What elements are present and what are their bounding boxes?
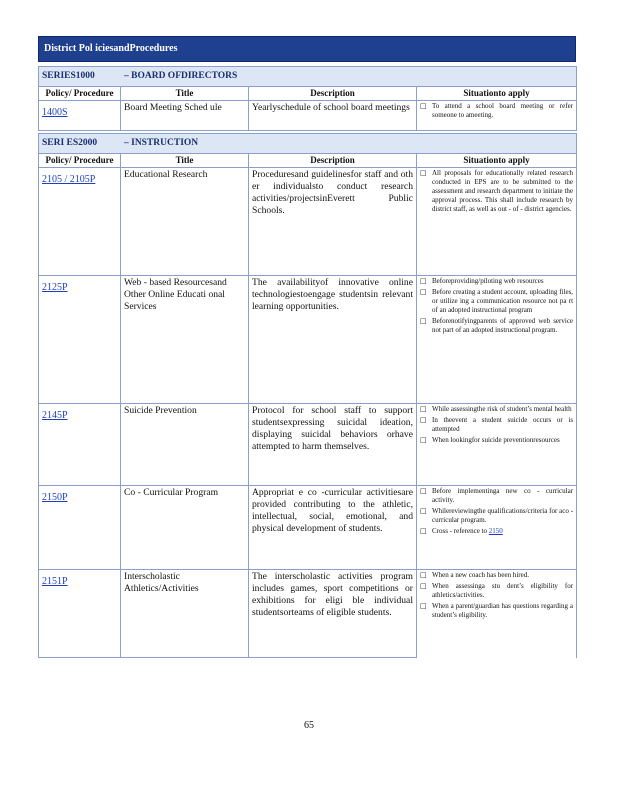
list-item: □ Before implementinga new co - curricular activity. (420, 487, 574, 504)
row-description: Proceduresand guidelinesfor staff and oth er individualsto conduct research activities/projectsinEverett Public Schools. (249, 168, 417, 276)
column-header-policy: Policy/ Procedure (39, 87, 121, 101)
list-item: □ All proposals for educationally related research conducted in EPS are to be submitted to the assessment and research department to initiate the approval process. This shall include research by district staff, as well as out - of - district agencies. (420, 169, 574, 213)
policy-link-2150P[interactable]: 2150P (42, 492, 68, 503)
list-item: □ Before creating a student account, uploading files, or utilize ing a communication resource not pa rt of an adopted instructional program (420, 288, 574, 314)
row-situations (417, 486, 577, 570)
bullet-icon: □ (420, 571, 427, 579)
table-row (39, 570, 577, 658)
section-1000-table (38, 66, 577, 131)
bullet-icon: □ (420, 582, 427, 590)
table-row (39, 486, 577, 570)
table-row (39, 276, 577, 404)
column-header-title: Title (121, 154, 249, 168)
bullet-icon: □ (420, 288, 427, 296)
bullet-icon: □ (420, 416, 427, 424)
row-title: Web - based Resourcesand Other Online Educati onal Services (121, 276, 249, 404)
row-title: Suicide Prevention (121, 404, 249, 486)
bullet-icon: □ (420, 169, 427, 177)
column-header-row (39, 154, 577, 168)
list-item: □ Whilereviewingthe qualifications/criteria for aco - curricular program. (420, 507, 574, 524)
cross-reference-link-2150[interactable]: 2150 (488, 527, 503, 535)
list-item: □ When lookingfor suicide preventionresources (420, 436, 560, 444)
section-header (39, 134, 577, 154)
column-header-title: Title (121, 87, 249, 101)
row-description: Yearlyschedule of school board meetings (249, 101, 417, 131)
row-description: The interscholastic activities program includes games, sport competitions or exhibitions for eligi ble individual studentsorteams of eligible students. (249, 570, 417, 658)
row-title: Board Meeting Sched ule (121, 101, 249, 131)
list-item: □ In theevent a student suicide occurs or is attempted (420, 416, 574, 433)
section-name: – INSTRUCTION (124, 138, 199, 148)
table-row (39, 101, 577, 131)
bullet-icon: □ (420, 527, 427, 535)
bullet-icon: □ (420, 317, 427, 325)
list-item: □ When assessinga stu dent’s eligibility for athletics/activities. (420, 582, 574, 599)
section-2000-table (38, 133, 577, 658)
section-code: SERIES1000 (42, 71, 95, 81)
column-header-situation: Situationto apply (417, 154, 577, 168)
cross-reference-text: Cross - reference to (432, 527, 489, 535)
column-header-description: Description (249, 154, 417, 168)
bullet-icon: □ (420, 487, 427, 495)
document-banner: District Pol iciesandProcedures (38, 36, 576, 62)
policy-link-1400S[interactable]: 1400S (42, 107, 68, 118)
list-item: □ When a new coach has been hired. (420, 571, 529, 579)
policy-document (38, 36, 576, 658)
bullet-icon: □ (420, 277, 427, 285)
column-header-policy: Policy/ Procedure (39, 154, 121, 168)
list-item: □ Beforeproviding/piloting web resources (420, 277, 544, 285)
bullet-icon: □ (420, 436, 427, 444)
list-item (420, 527, 573, 536)
section-name: – BOARD OFDIRECTORS (124, 71, 238, 81)
page-number: 65 (304, 720, 314, 731)
policy-link-2151P[interactable]: 2151P (42, 576, 68, 587)
bullet-icon: □ (420, 102, 427, 110)
column-header-row (39, 87, 577, 101)
table-row (39, 404, 577, 486)
row-description: The availabilityof innovative online technologiestoengage studentsin relevant learning opportunities. (249, 276, 417, 404)
column-header-situation: Situationto apply (417, 87, 577, 101)
section-header (39, 67, 577, 87)
bullet-icon: □ (420, 602, 427, 610)
list-item: □ Beforenotifyingparents of approved web service not part of an adopted instructional program. (420, 317, 574, 334)
row-situations (417, 276, 577, 404)
row-situations (417, 168, 577, 276)
bullet-icon: □ (420, 405, 427, 413)
policy-link-2145P[interactable]: 2145P (42, 410, 68, 421)
section-code: SERI ES2000 (42, 138, 98, 148)
row-title: Educational Research (121, 168, 249, 276)
table-row (39, 168, 577, 276)
list-item: □ While assessingthe risk of student’s mental health (420, 405, 572, 413)
row-title: Co - Curricular Program (121, 486, 249, 570)
row-situations (417, 101, 577, 131)
row-description: Protocol for school staff to support studentsexpressing suicidal ideation, displaying suicidal behaviors orhave attempted to harm themselves. (249, 404, 417, 486)
policy-link-2105[interactable]: 2105 / 2105P (42, 174, 96, 185)
policy-link-2125P[interactable]: 2125P (42, 282, 68, 293)
list-item: □ When a parent/guardian has questions regarding a student’s eligibility. (420, 602, 574, 619)
bullet-icon: □ (420, 507, 427, 515)
row-situations (417, 404, 577, 486)
row-title: Interscholastic Athletics/Activities (121, 570, 249, 658)
row-situations (417, 570, 577, 658)
list-item: □ To attend a school board meeting or refer someone to ameeting. (420, 102, 574, 119)
column-header-description: Description (249, 87, 417, 101)
row-description: Appropriat e co -curricular activitiesare provided contributing to the athletic, intellectual, social, emotional, and physical development of students. (249, 486, 417, 570)
